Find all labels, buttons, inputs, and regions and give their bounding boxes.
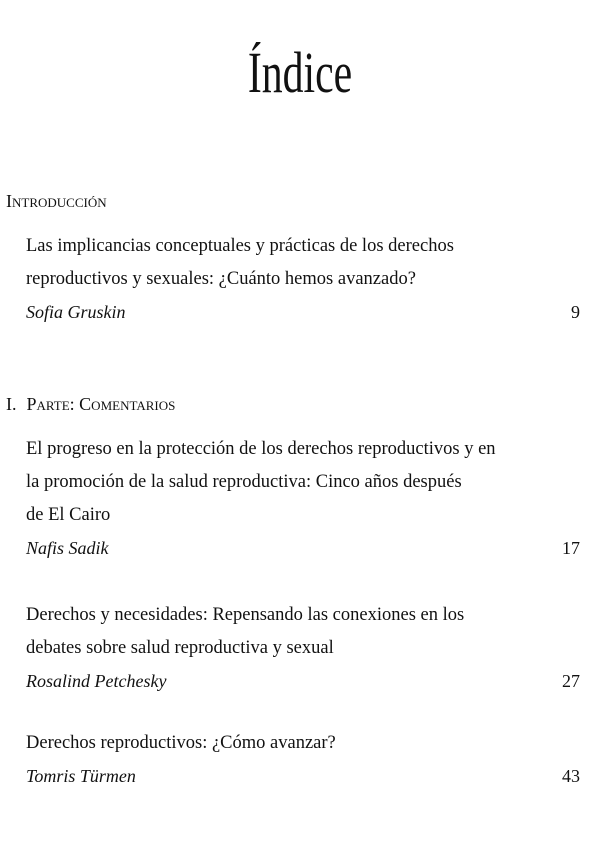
toc-entry-sadik: [26, 433, 580, 565]
entry-title-line: la promoción de la salud reproductiva: Cinco años después: [26, 472, 462, 492]
entry-author-row: [26, 296, 580, 329]
toc-entry-turmen: [26, 727, 580, 793]
entry-title-line: Derechos reproductivos: ¿Cómo avanzar?: [26, 733, 336, 753]
section-heading-text: Parte: Comentarios: [26, 394, 176, 414]
toc-entry-gruskin: [26, 230, 580, 329]
entry-title-line: Derechos y necesidades: Repensando las conexiones en los: [26, 605, 465, 625]
section-heading-introduccion: Introducción: [6, 191, 107, 211]
entry-title-line: El progreso en la protección de los derechos reproductivos y en: [26, 439, 496, 459]
entry-title-line: Las implicancias conceptuales y prácticas de los derechos: [26, 236, 454, 256]
section-numeral: I.: [6, 394, 17, 414]
entry-author-row: [26, 665, 580, 698]
entry-page-number: 43: [562, 766, 580, 786]
entry-page-number: 9: [571, 302, 580, 322]
entry-page-number: 17: [562, 538, 580, 558]
entry-title-line: reproductivos y sexuales: ¿Cuánto hemos avanzado?: [26, 269, 416, 289]
entry-title-line: debates sobre salud reproductiva y sexual: [26, 638, 334, 658]
entry-author-row: [26, 760, 580, 793]
entry-author: Sofia Gruskin: [26, 302, 126, 322]
section-heading-parte-comentarios: [6, 392, 175, 416]
entry-title-line: de El Cairo: [26, 505, 111, 525]
entry-author: Tomris Türmen: [26, 766, 136, 786]
entry-page-number: 27: [562, 671, 580, 691]
page-title: Índice: [247, 40, 353, 105]
entry-author: Rosalind Petchesky: [26, 671, 167, 691]
toc-entry-petchesky: [26, 599, 580, 698]
entry-author-row: [26, 532, 580, 565]
entry-author: Nafis Sadik: [26, 538, 109, 558]
